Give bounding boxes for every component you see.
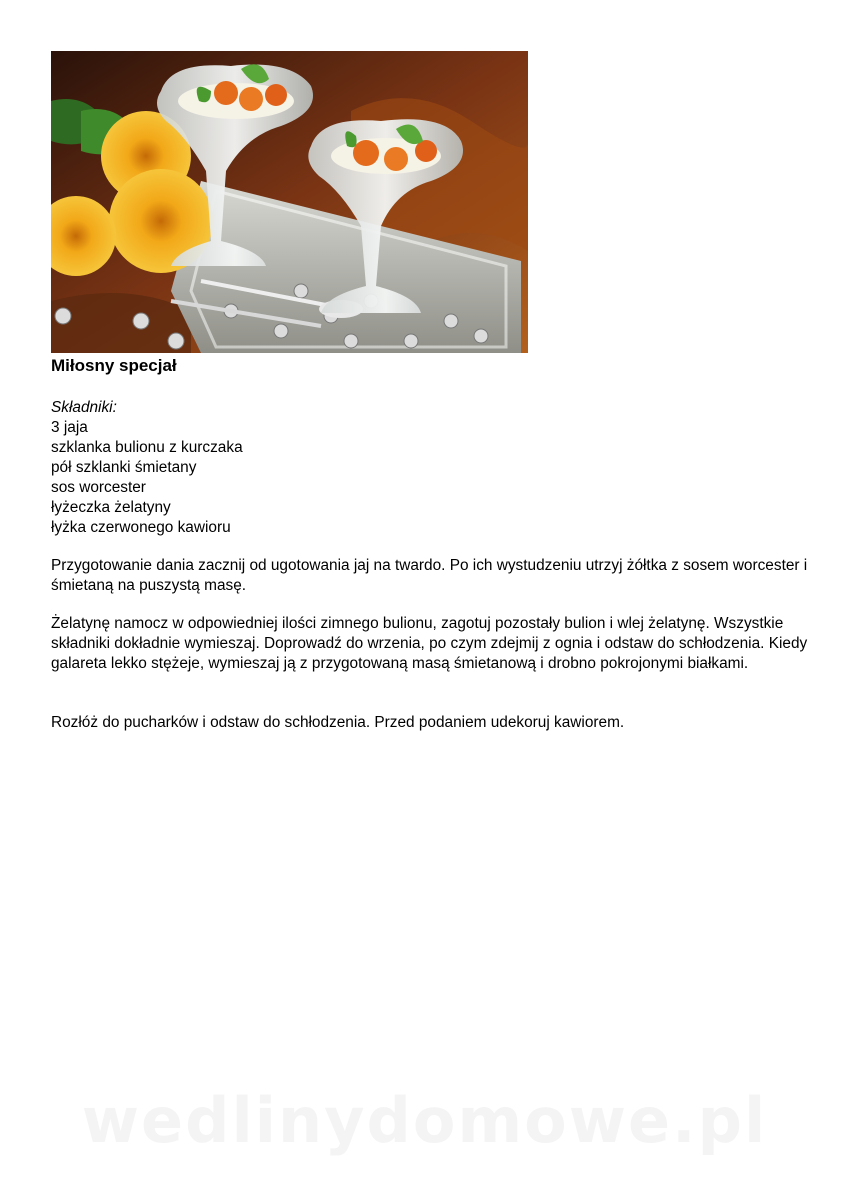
- ingredients-list: [51, 418, 243, 538]
- recipe-title: Miłosny specjał: [51, 356, 177, 375]
- site-watermark: wedlinydomowe.pl: [81, 1084, 768, 1157]
- ingredient-item: łyżka czerwonego kawioru: [51, 519, 231, 536]
- ingredients-section: [51, 398, 243, 538]
- ingredient-item: sos worcester: [51, 479, 146, 496]
- recipe-photo: [51, 51, 528, 353]
- ingredient-item: pół szklanki śmietany: [51, 459, 197, 476]
- ingredient-item: 3 jaja: [51, 419, 88, 436]
- ingredient-item: łyżeczka żelatyny: [51, 499, 171, 516]
- instructions-paragraph-2: Żelatynę namocz w odpowiedniej ilości zimnego bulionu, zagotuj pozostały bulion i wlej żelatynę. Wszystkie składniki dokładnie wymieszaj. Doprowadź do wrzenia, po czym zdejmij z ognia i odstaw do schłodzenia. Kiedy galareta lekko stężeje, wymieszaj ją z przygotowaną masą śmietanową i drobno pokrojonymi białkami.: [51, 615, 808, 672]
- ingredients-label: Składniki:: [51, 399, 117, 416]
- instructions-paragraph-1: Przygotowanie dania zacznij od ugotowania jaj na twardo. Po ich wystudzeniu utrzyj żółtka z sosem worcester i śmietaną na puszystą masę.: [51, 557, 808, 594]
- instructions-paragraph-3: Rozłóż do pucharków i odstaw do schłodzenia. Przed podaniem udekoruj kawiorem.: [51, 714, 625, 731]
- ingredient-item: szklanka bulionu z kurczaka: [51, 439, 243, 456]
- dessert-illustration: [51, 51, 528, 353]
